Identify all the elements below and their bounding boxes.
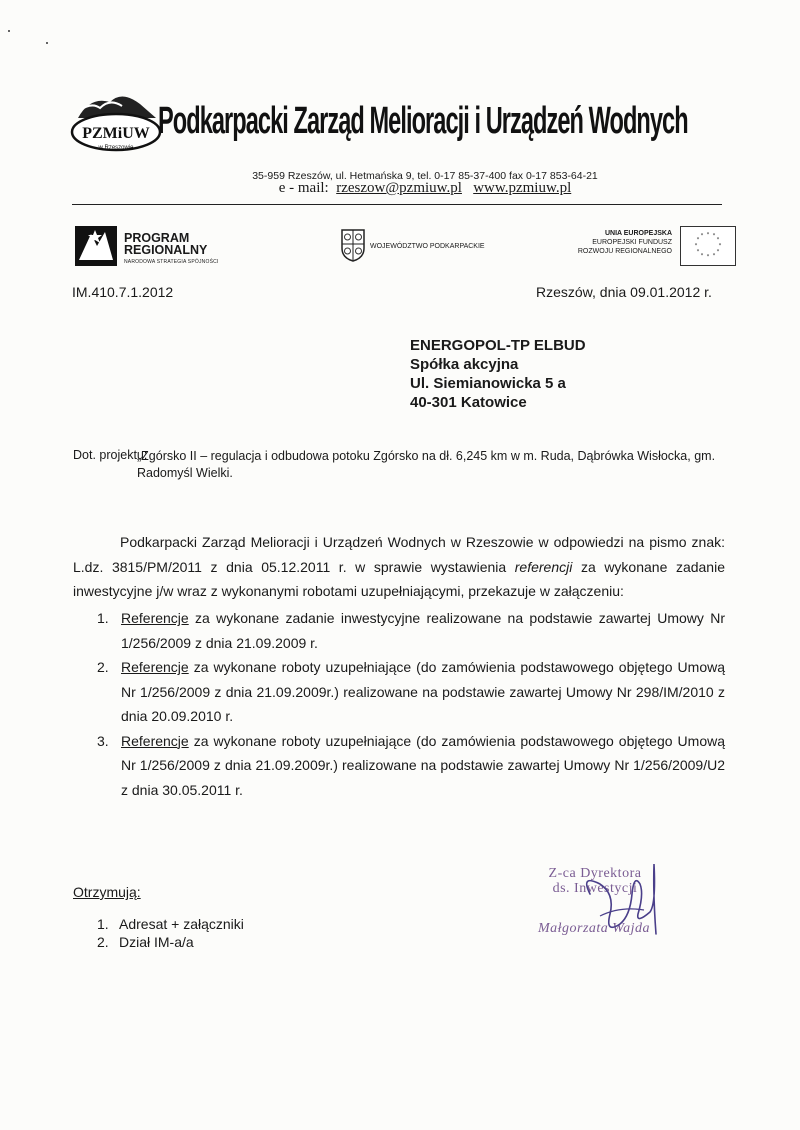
email-link[interactable]: rzeszow@pzmiuw.pl xyxy=(336,180,462,196)
svg-text:*: * xyxy=(706,232,710,238)
svg-text:*: * xyxy=(712,233,716,239)
list-item: 1. Adresat + załączniki xyxy=(97,916,244,932)
pzmiuw-logo xyxy=(70,88,162,158)
website-link[interactable]: www.pzmiuw.pl xyxy=(473,180,572,196)
body-paragraph: Podkarpacki Zarząd Melioracji i Urządzeń Wodnych w Rzeszowie w odpowiedzi na pismo znak: L.dz. 3815/PM/2011 z dnia 05.12.2011 r. w sprawie wystawienia referencji za wykonane zadanie inwestycyjne j/w wraz z wykonanymi robotami uzupełniającymi, przekazuje w załączeniu: xyxy=(73,534,725,599)
svg-text:PZMiUW: PZMiUW xyxy=(82,125,150,142)
references-list xyxy=(73,606,725,802)
svg-text:*: * xyxy=(716,237,720,243)
stamp-title: Z-ca Dyrektora ds. Inwestycji xyxy=(548,866,642,896)
letterhead-divider xyxy=(72,204,722,205)
program-regionalny-logo xyxy=(75,226,117,266)
letter-date: Rzeszów, dnia 09.01.2012 r. xyxy=(536,284,712,300)
addressee-city: 40-301 Katowice xyxy=(410,394,527,411)
eu-fund-text: UNIA EUROPEJSKA EUROPEJSKI FUNDUSZ ROZWOJU REGIONALNEGO xyxy=(577,230,672,255)
voivodeship-crest xyxy=(340,228,366,262)
svg-text:*: * xyxy=(700,253,704,259)
reference-number: IM.410.7.1.2012 xyxy=(72,284,174,300)
addressee-block xyxy=(410,336,586,412)
eu-flag-icon xyxy=(680,226,736,266)
svg-text:w Rzeszowie: w Rzeszowie xyxy=(98,145,134,151)
email-label: e - mail: xyxy=(278,180,329,196)
svg-text:*: * xyxy=(696,237,700,243)
scan-speck xyxy=(8,30,10,32)
subject-text: „Zgórsko II – regulacja i odbudowa potoku Zgórsko na dł. 6,245 km w m. Ruda, Dąbrówka Wisłocka, gm. Radomyśl Wielki. xyxy=(137,449,716,480)
list-item: 2. Referencje za wykonane roboty uzupełniające (do zamówienia podstawowego objętego Umową Nr 1/256/2009 z dnia 21.09.2009r.) realizowane na podstawie zawartej Umowy Nr 298/IM/2010 z dnia 20.09.2010 r. xyxy=(97,659,725,724)
svg-text:*: * xyxy=(716,249,720,255)
svg-text:*: * xyxy=(712,253,716,259)
list-item: 1. Referencje za wykonane zadanie inwestycyjne realizowane na podstawie zawartej Umowy Nr 1/256/2009 z dnia 21.09.2009 r. xyxy=(97,610,725,651)
contact-line xyxy=(0,180,800,197)
addressee-company: ENERGOPOL-TP ELBUD xyxy=(410,337,586,354)
scan-speck xyxy=(46,42,48,44)
organization-name: Podkarpacki Zarząd Melioracji i Urządzeń Wodnych xyxy=(158,100,688,142)
program-strategy-subtitle: NARODOWA STRATEGIA SPÓJNOŚCI xyxy=(124,259,219,265)
svg-text:*: * xyxy=(706,254,710,260)
stamp-name: Małgorzata Wajda xyxy=(537,921,651,936)
recipients-label: Otrzymują: xyxy=(73,884,141,900)
address-line: 35-959 Rzeszów, ul. Hetmańska 9, tel. 0-17 85-37-400 fax 0-17 853-64-21 xyxy=(252,170,598,182)
svg-text:*: * xyxy=(718,243,722,249)
recipients-list xyxy=(73,915,244,951)
list-item: 3. Referencje za wykonane roboty uzupełniające (do zamówienia podstawowego objętego Umową Nr 1/256/2009 z dnia 21.09.2009r.) realizowane na podstawie zawartej Umowy Nr 1/256/2009/U2 z dnia 30.05.2011 r. xyxy=(97,732,725,798)
addressee-legal-form: Spółka akcyjna xyxy=(410,356,519,373)
svg-text:*: * xyxy=(696,249,700,255)
addressee-street: Ul. Siemianowicka 5 a xyxy=(410,375,566,392)
program-regionalny-text: PROGRAM REGIONALNY xyxy=(124,231,208,257)
handwritten-signature xyxy=(560,854,670,944)
svg-text:*: * xyxy=(694,243,698,249)
voivodeship-name: WOJEWÓDZTWO PODKARPACKIE xyxy=(370,243,485,250)
subject-label: Dot. projektu: xyxy=(73,448,148,462)
svg-text:*: * xyxy=(700,233,704,239)
list-item: 2. Dział IM-a/a xyxy=(97,934,194,950)
emphasis-referencji: referencji xyxy=(514,558,573,575)
